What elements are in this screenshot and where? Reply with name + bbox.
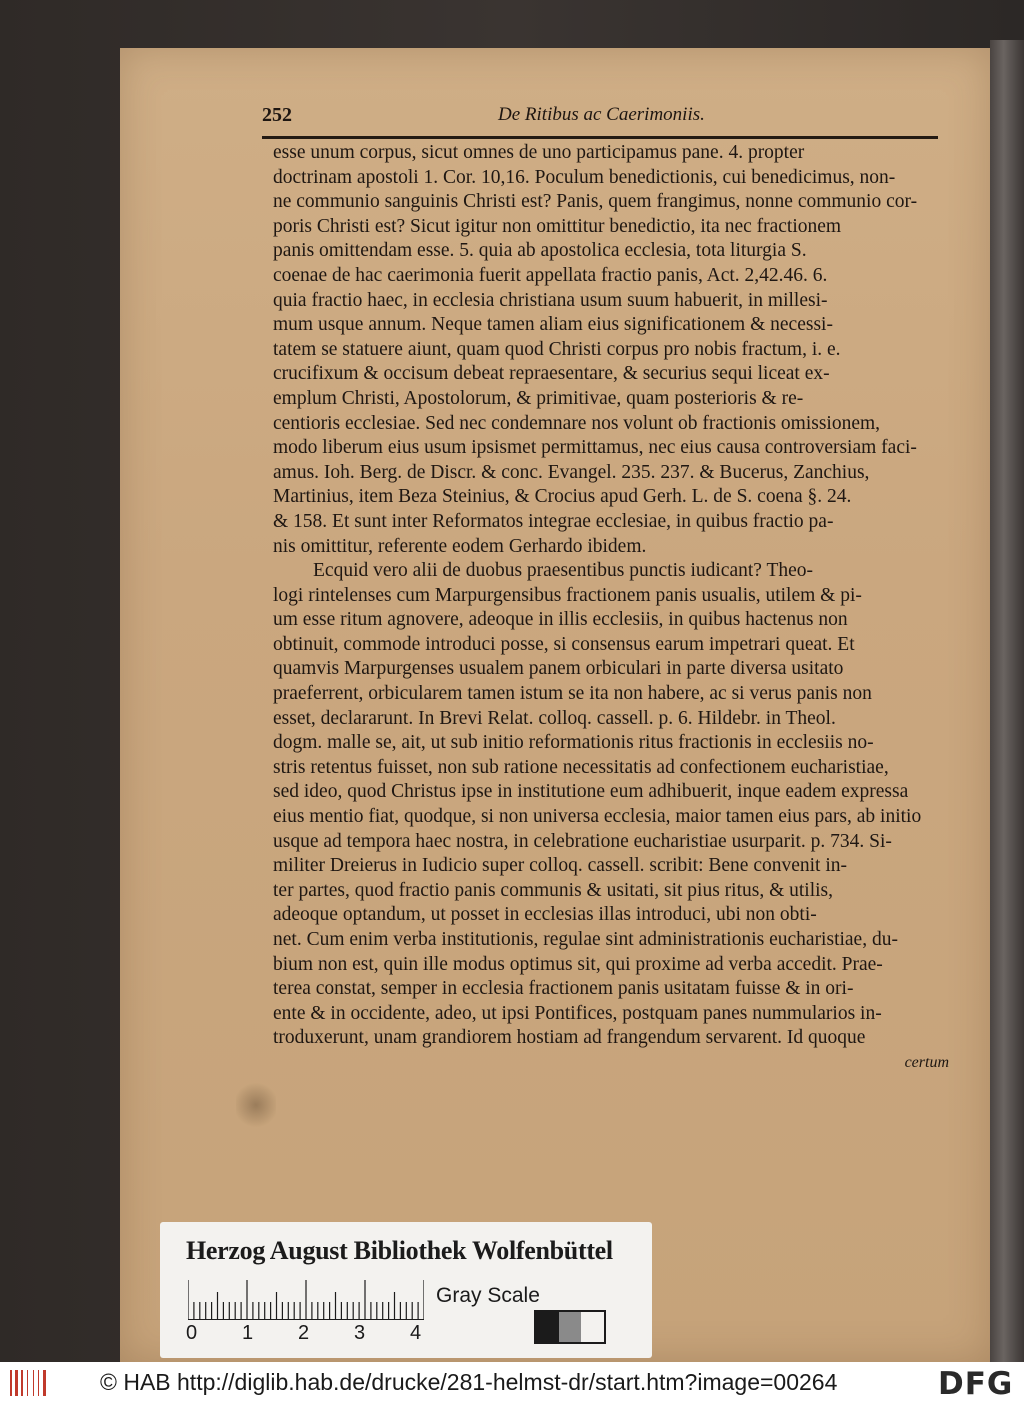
- text-line: adeoque optandum, ut posset in ecclesias illas introduci, ubi non obti-: [273, 904, 817, 926]
- scale-labels: [186, 1322, 436, 1346]
- text-line: obtinuit, commode introduci posse, si consensus earum impetrari queat. Et: [273, 633, 855, 655]
- text-line: nis omittitur, referente eodem Gerhardo ibidem.: [273, 535, 647, 557]
- text-line: ente & in occidente, adeo, ut ipsi Pontifices, postquam panes nummularios in-: [273, 1002, 882, 1024]
- text-line: Ecquid vero alii de duobus praesentibus punctis iudicant? Theo-: [313, 560, 814, 582]
- text-line: stris retentus fuisset, non sub ratione necessitatis ad confectionem eucharistiae,: [273, 756, 889, 778]
- catchword: certum: [904, 1053, 949, 1071]
- text-line: crucifixum & occisum debeat repraesentare, & securius sequi liceat ex-: [273, 363, 830, 385]
- library-color-card: [160, 1222, 652, 1358]
- text-line: troduxerunt, unam grandiorem hostiam ad frangendum servarent. Id quoque: [273, 1027, 866, 1049]
- ink-stain: [236, 1080, 276, 1130]
- body-text: [273, 141, 949, 1076]
- text-line: Martinius, item Beza Steinius, & Crocius apud Gerh. L. de S. coena §. 24.: [273, 486, 852, 508]
- gray-patch-dark: [536, 1312, 559, 1342]
- library-name: Herzog August Bibliothek Wolfenbüttel: [186, 1236, 613, 1265]
- text-line: eius mentio fiat, quodque, si non universa ecclesia, maior tamen eius pars, ab initio: [273, 806, 922, 828]
- text-line: tatem se statuere aiunt, quam quod Christi corpus pro nobis fractum, i. e.: [273, 338, 841, 360]
- text-line: sed ideo, quod Christus ipse in institutione eum adhibuerit, inque eadem expressa: [273, 781, 909, 803]
- book-edge: [990, 40, 1024, 1362]
- footer-bar: [0, 1362, 1024, 1403]
- text-line: amus. Ioh. Berg. de Discr. & conc. Evangel. 235. 237. & Bucerus, Zanchius,: [273, 461, 870, 483]
- barcode-bar: [43, 1370, 46, 1396]
- scale-label: 1: [242, 1322, 254, 1344]
- gray-patch-light: [581, 1312, 604, 1342]
- text-line: quia fractio haec, in ecclesia christiana usum suum habuerit, in millesi-: [273, 289, 828, 311]
- barcode-icon: [10, 1370, 50, 1396]
- page-number: 252: [262, 104, 292, 126]
- gray-scale-swatch: [534, 1310, 606, 1344]
- text-line: net. Cum enim verba institutionis, regulae sint administrationis eucharistiae, du-: [273, 929, 898, 950]
- scale-label: 4: [410, 1322, 422, 1344]
- text-line: mum usque annum. Neque tamen aliam eius significationem & necessi-: [273, 314, 833, 336]
- text-line: ne communio sanguinis Christi est? Panis, quem frangimus, nonne communio cor-: [273, 191, 918, 213]
- barcode-bar: [38, 1370, 39, 1396]
- text-line: quamvis Marpurgenses usualem panem orbiculari in parte diversa usitato: [273, 658, 844, 680]
- barcode-bar: [33, 1370, 34, 1396]
- scale-label: 3: [354, 1322, 366, 1344]
- gray-scale-label: Gray Scale: [436, 1284, 540, 1307]
- text-line: terea constat, semper in ecclesia fractionem panis usitatam fuisse & in ori-: [273, 978, 854, 1000]
- text-line: coenae de hac caerimonia fuerit appellata fractio panis, Act. 2,42.46. 6.: [273, 264, 828, 286]
- text-line: bium non est, quin ille modus optimus sit, qui proxime ad verba accedit. Prae-: [273, 953, 883, 975]
- text-line: usque ad tempora haec nostra, in celebratione eucharistiae usurparit. p. 734. Si-: [273, 830, 892, 852]
- text-line: poris Christi est? Sicut igitur non omittitur benedictio, ita nec fractionem: [273, 215, 842, 237]
- barcode-bar: [27, 1370, 28, 1396]
- source-url[interactable]: © HAB http://diglib.hab.de/drucke/281-helmst-dr/start.htm?image=00264: [100, 1369, 838, 1395]
- text-line: dogm. malle se, ait, ut sub initio reformationis ritus fractionis in ecclesiis no-: [273, 732, 874, 754]
- barcode-bar: [21, 1370, 23, 1396]
- scale-ruler: [188, 1280, 424, 1320]
- barcode-bar: [10, 1370, 12, 1396]
- text-line: um esse ritum agnovere, adeoque in illis ecclesiis, in quibus hactenus non: [273, 609, 848, 631]
- text-line: centioris ecclesiae. Sed nec condemnare nos volunt ob fractionis omissionem,: [273, 412, 881, 434]
- header-rule: [262, 136, 938, 139]
- dfg-logo: DFG: [938, 1366, 1014, 1402]
- text-line: modo liberum eius usum ipsismet permittamus, nec eius causa controversiam faci-: [273, 437, 917, 459]
- barcode-bar: [15, 1370, 18, 1396]
- text-line: doctrinam apostoli 1. Cor. 10,16. Poculum benedictionis, cui benedicimus, non-: [273, 166, 896, 188]
- scale-label: 0: [186, 1322, 198, 1344]
- text-line: logi rintelenses cum Marpurgensibus fractionem panis usualis, utilem & pi-: [273, 584, 862, 606]
- text-line: praeferrent, orbicularem tamen istum se ita non habere, ac si verus panis non: [273, 683, 872, 705]
- running-head: De Ritibus ac Caerimoniis.: [498, 104, 705, 125]
- text-line: & 158. Et sunt inter Reformatos integrae ecclesiae, in quibus fractio pa-: [273, 510, 834, 532]
- text-line: esset, declararunt. In Brevi Relat. colloq. cassell. p. 6. Hildebr. in Theol.: [273, 707, 836, 729]
- text-line: panis omittendam esse. 5. quia ab apostolica ecclesia, tota liturgia S.: [273, 240, 807, 262]
- page-header: [262, 104, 942, 136]
- gray-patch-mid: [559, 1312, 582, 1342]
- text-line: ter partes, quod fractio panis communis & usitati, sit pius ritus, & utilis,: [273, 879, 834, 901]
- text-line: esse unum corpus, sicut omnes de uno participamus pane. 4. propter: [273, 142, 805, 163]
- text-line: militer Dreierus in Iudicio super colloq. cassell. scribit: Bene convenit in-: [273, 855, 848, 877]
- text-line: emplum Christi, Apostolorum, & primitivae, quam posterioris & re-: [273, 387, 804, 409]
- scale-label: 2: [298, 1322, 310, 1344]
